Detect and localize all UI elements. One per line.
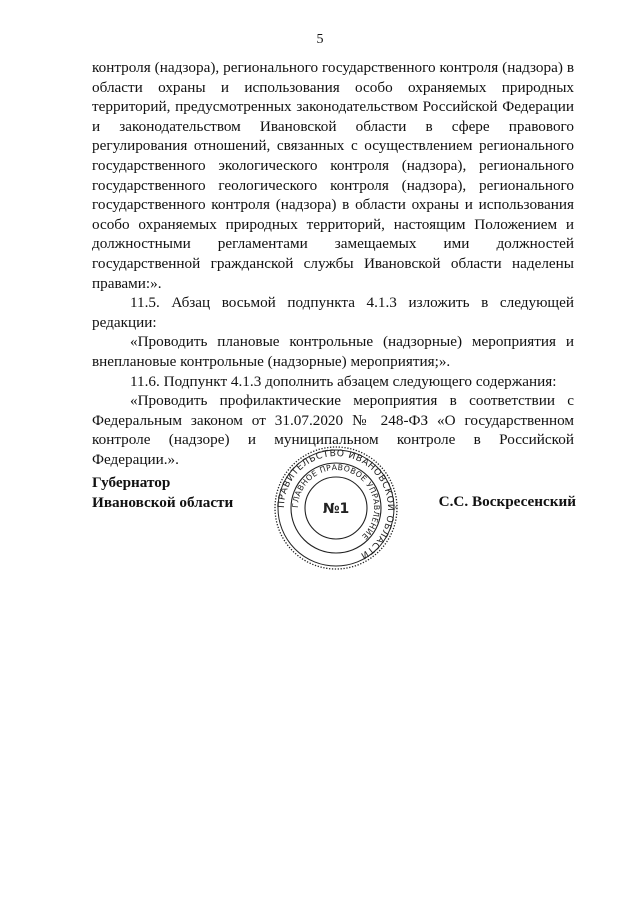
paragraph-11-6: 11.6. Подпункт 4.1.3 дополнить абзацем следующего содержания: <box>130 372 557 390</box>
stamp-number: №1 <box>322 501 350 517</box>
signatory-title <box>92 473 233 512</box>
page-number: 5 <box>316 32 324 47</box>
stamp-inner-text: ГЛАВНОЕ ПРАВОВОЕ УПРАВЛЕНИЕ <box>290 462 382 542</box>
stamp-outer-text: ПРАВИТЕЛЬСТВО ИВАНОВСКОЙ ОБЛАСТИ <box>275 447 397 562</box>
paragraph-quote-2: «Проводить профилактические мероприятия в соответствии с Федеральным законом от 31.07.2020 № 248-ФЗ «О государственном контроле (надзоре) и муниципальном контроле в Российской Федерации.». <box>92 392 574 468</box>
paragraph-quote-1: «Проводить плановые контрольные (надзорные) мероприятия и внеплановые контрольные (надзорные) мероприятия;». <box>92 333 574 370</box>
signatory-title-line1: Губернатор <box>92 474 171 491</box>
document-body <box>92 58 574 469</box>
official-stamp <box>271 445 401 571</box>
signature-block <box>0 445 640 575</box>
signatory-title-line2: Ивановской области <box>92 493 234 511</box>
signatory-name: С.С. Воскресенский <box>438 493 576 510</box>
paragraph-continuation: контроля (надзора), регионального государственного контроля (надзора) в области охраны и использования особо охраняемых природных территорий, предусмотренных законодательством Российской Федерации и законодательством Ивановской области в сфере правового регулирования отношений, связанных с осуществлением регионального государственного экологического контроля (надзора), регионального государственного геологического контроля (надзора), регионального государственного контроля (надзора) в области охраны и использования особо охраняемых природных территорий, настоящим Положением и должностными регламентами замещаемых ими должностей государственной гражданской службы Ивановской области наделены правами:». <box>92 59 574 292</box>
paragraph-11-5: 11.5. Абзац восьмой подпункта 4.1.3 изложить в следующей редакции: <box>92 294 574 331</box>
